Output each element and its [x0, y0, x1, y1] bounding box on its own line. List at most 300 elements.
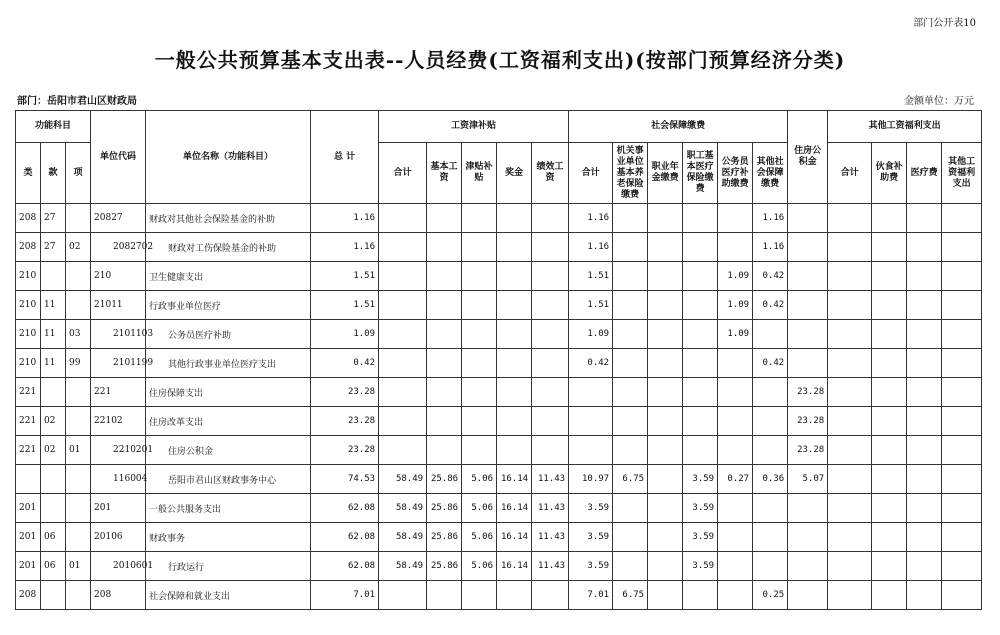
cell-social-sum: 1.16 [569, 233, 613, 262]
cell-basic-salary [427, 378, 462, 407]
cell-unit-code: 221 [91, 378, 146, 407]
table-row [16, 552, 982, 581]
cell-kuan [41, 494, 66, 523]
cell-other-social [753, 320, 788, 349]
cell-meal [872, 291, 907, 320]
cell-medical-fee [907, 349, 942, 378]
cell-civil-medical [718, 436, 753, 465]
cell-annuity [648, 465, 683, 494]
cell-lei: 201 [16, 523, 41, 552]
cell-meal [872, 233, 907, 262]
header-pension: 机关事业单位基本养老保险缴费 [613, 143, 648, 204]
cell-civil-medical: 0.27 [718, 465, 753, 494]
header-social-group: 社会保障缴费 [569, 111, 788, 143]
cell-annuity [648, 552, 683, 581]
cell-unit-name: 公务员医疗补助 [146, 320, 311, 349]
header-civil-medical: 公务员医疗补助缴费 [718, 143, 753, 204]
cell-pension: 6.75 [613, 465, 648, 494]
cell-housing: 23.28 [788, 378, 828, 407]
cell-total: 62.08 [311, 494, 379, 523]
cell-unit-name: 社会保障和就业支出 [146, 581, 311, 610]
cell-other-welfare [942, 436, 982, 465]
header-other-welfare: 其他工资福利支出 [942, 143, 982, 204]
cell-salary-sum [379, 320, 427, 349]
cell-kuan: 02 [41, 436, 66, 465]
cell-civil-medical [718, 552, 753, 581]
cell-medical [683, 204, 718, 233]
header-kuan: 款 [41, 143, 66, 204]
cell-pension [613, 552, 648, 581]
table-row [16, 436, 982, 465]
cell-kuan: 06 [41, 523, 66, 552]
cell-unit-code: 20106 [91, 523, 146, 552]
cell-salary-sum [379, 262, 427, 291]
header-medical-fee: 医疗费 [907, 143, 942, 204]
cell-social-sum: 1.51 [569, 262, 613, 291]
cell-salary-sum [379, 349, 427, 378]
cell-social-sum: 3.59 [569, 552, 613, 581]
cell-medical [683, 291, 718, 320]
cell-performance [532, 581, 569, 610]
cell-unit-code: 2101103 [91, 320, 146, 349]
cell-basic-salary [427, 349, 462, 378]
cell-meal [872, 523, 907, 552]
header-lei: 类 [16, 143, 41, 204]
cell-other-social: 0.25 [753, 581, 788, 610]
cell-unit-code: 2082702 [91, 233, 146, 262]
cell-salary-sum: 58.49 [379, 465, 427, 494]
cell-total: 1.16 [311, 233, 379, 262]
cell-civil-medical [718, 581, 753, 610]
cell-salary-sum: 58.49 [379, 552, 427, 581]
header-basic-salary: 基本工资 [427, 143, 462, 204]
cell-lei: 208 [16, 581, 41, 610]
cell-pension [613, 523, 648, 552]
cell-salary-sum [379, 581, 427, 610]
cell-social-sum: 1.16 [569, 204, 613, 233]
cell-performance [532, 291, 569, 320]
cell-bonus [497, 262, 532, 291]
cell-performance [532, 407, 569, 436]
cell-allowance [462, 204, 497, 233]
table-row [16, 407, 982, 436]
cell-lei: 210 [16, 349, 41, 378]
cell-performance: 11.43 [532, 552, 569, 581]
cell-performance: 11.43 [532, 494, 569, 523]
cell-other-social: 1.16 [753, 233, 788, 262]
cell-meal [872, 494, 907, 523]
cell-xiang [66, 407, 91, 436]
cell-lei: 210 [16, 291, 41, 320]
cell-bonus: 16.14 [497, 523, 532, 552]
cell-other-sum [828, 291, 872, 320]
cell-unit-name: 财政对其他社会保险基金的补助 [146, 204, 311, 233]
cell-basic-salary [427, 262, 462, 291]
cell-other-social: 0.42 [753, 262, 788, 291]
cell-other-sum [828, 436, 872, 465]
cell-annuity [648, 233, 683, 262]
cell-meal [872, 378, 907, 407]
cell-annuity [648, 204, 683, 233]
cell-unit-code: 2101199 [91, 349, 146, 378]
cell-allowance [462, 349, 497, 378]
cell-pension [613, 494, 648, 523]
cell-civil-medical [718, 204, 753, 233]
cell-total: 23.28 [311, 378, 379, 407]
table-row [16, 465, 982, 494]
cell-medical-fee [907, 378, 942, 407]
cell-xiang [66, 378, 91, 407]
cell-kuan: 06 [41, 552, 66, 581]
cell-pension [613, 378, 648, 407]
cell-other-sum [828, 378, 872, 407]
header-meal: 伙食补助费 [872, 143, 907, 204]
cell-medical-fee [907, 436, 942, 465]
cell-bonus [497, 407, 532, 436]
header-annuity: 职业年金缴费 [648, 143, 683, 204]
cell-performance [532, 436, 569, 465]
cell-annuity [648, 291, 683, 320]
header-allowance: 津贴补贴 [462, 143, 497, 204]
cell-medical-fee [907, 320, 942, 349]
table-row [16, 291, 982, 320]
cell-medical-fee [907, 291, 942, 320]
cell-housing [788, 552, 828, 581]
cell-other-welfare [942, 233, 982, 262]
cell-basic-salary [427, 436, 462, 465]
cell-medical [683, 378, 718, 407]
cell-allowance [462, 436, 497, 465]
cell-allowance [462, 262, 497, 291]
cell-annuity [648, 407, 683, 436]
header-housing: 住房公积金 [788, 111, 828, 204]
cell-meal [872, 407, 907, 436]
cell-social-sum: 3.59 [569, 494, 613, 523]
cell-medical-fee [907, 204, 942, 233]
cell-unit-name: 行政事业单位医疗 [146, 291, 311, 320]
cell-other-welfare [942, 291, 982, 320]
cell-xiang [66, 465, 91, 494]
cell-performance [532, 320, 569, 349]
cell-other-social [753, 407, 788, 436]
header-medical: 职工基本医疗保险缴费 [683, 143, 718, 204]
cell-lei: 208 [16, 233, 41, 262]
cell-kuan [41, 378, 66, 407]
cell-other-social: 0.36 [753, 465, 788, 494]
cell-lei: 221 [16, 436, 41, 465]
cell-allowance [462, 320, 497, 349]
cell-unit-name: 行政运行 [146, 552, 311, 581]
cell-meal [872, 349, 907, 378]
cell-total: 1.51 [311, 291, 379, 320]
cell-xiang [66, 581, 91, 610]
cell-unit-name: 住房改革支出 [146, 407, 311, 436]
cell-annuity [648, 378, 683, 407]
cell-other-welfare [942, 494, 982, 523]
cell-civil-medical: 1.09 [718, 262, 753, 291]
cell-other-social: 0.42 [753, 349, 788, 378]
cell-other-sum [828, 262, 872, 291]
cell-other-welfare [942, 552, 982, 581]
department-label: 部门：岳阳市君山区财政局 [17, 96, 137, 107]
cell-other-sum [828, 494, 872, 523]
header-performance: 绩效工资 [532, 143, 569, 204]
cell-other-welfare [942, 465, 982, 494]
cell-housing [788, 291, 828, 320]
cell-civil-medical [718, 523, 753, 552]
cell-allowance [462, 233, 497, 262]
cell-housing [788, 204, 828, 233]
cell-bonus: 16.14 [497, 465, 532, 494]
cell-xiang: 03 [66, 320, 91, 349]
cell-performance: 11.43 [532, 465, 569, 494]
cell-performance: 11.43 [532, 523, 569, 552]
cell-housing [788, 349, 828, 378]
cell-salary-sum: 58.49 [379, 523, 427, 552]
cell-bonus [497, 378, 532, 407]
cell-social-sum: 7.01 [569, 581, 613, 610]
cell-performance [532, 349, 569, 378]
cell-xiang: 01 [66, 436, 91, 465]
cell-medical-fee [907, 523, 942, 552]
cell-meal [872, 262, 907, 291]
cell-unit-name: 岳阳市君山区财政事务中心 [146, 465, 311, 494]
cell-civil-medical [718, 378, 753, 407]
cell-other-welfare [942, 349, 982, 378]
cell-unit-code: 2010601 [91, 552, 146, 581]
cell-social-sum: 3.59 [569, 523, 613, 552]
cell-allowance [462, 378, 497, 407]
cell-other-social: 1.16 [753, 204, 788, 233]
cell-xiang [66, 494, 91, 523]
cell-performance [532, 378, 569, 407]
cell-basic-salary [427, 291, 462, 320]
cell-other-sum [828, 233, 872, 262]
cell-xiang [66, 291, 91, 320]
cell-kuan: 11 [41, 349, 66, 378]
cell-lei: 210 [16, 320, 41, 349]
cell-pension [613, 204, 648, 233]
cell-medical [683, 407, 718, 436]
cell-housing: 23.28 [788, 407, 828, 436]
cell-basic-salary [427, 320, 462, 349]
cell-meal [872, 320, 907, 349]
cell-xiang: 02 [66, 233, 91, 262]
cell-other-social [753, 436, 788, 465]
cell-allowance [462, 581, 497, 610]
cell-unit-code: 201 [91, 494, 146, 523]
cell-total: 1.09 [311, 320, 379, 349]
cell-medical-fee [907, 581, 942, 610]
cell-salary-sum [379, 378, 427, 407]
cell-annuity [648, 320, 683, 349]
table-row [16, 349, 982, 378]
cell-other-welfare [942, 378, 982, 407]
cell-kuan: 11 [41, 291, 66, 320]
header-salary-sum: 合计 [379, 143, 427, 204]
cell-medical: 3.59 [683, 465, 718, 494]
cell-unit-name: 其他行政事业单位医疗支出 [146, 349, 311, 378]
cell-unit-name: 财政事务 [146, 523, 311, 552]
cell-xiang [66, 523, 91, 552]
cell-social-sum [569, 378, 613, 407]
cell-kuan: 02 [41, 407, 66, 436]
cell-kuan [41, 262, 66, 291]
header-other-social: 其他社会保障缴费 [753, 143, 788, 204]
cell-annuity [648, 581, 683, 610]
cell-salary-sum [379, 233, 427, 262]
cell-allowance [462, 407, 497, 436]
header-other-sum: 合计 [828, 143, 872, 204]
cell-housing [788, 581, 828, 610]
cell-annuity [648, 349, 683, 378]
cell-pension [613, 436, 648, 465]
cell-allowance: 5.06 [462, 552, 497, 581]
cell-housing [788, 494, 828, 523]
cell-pension [613, 233, 648, 262]
cell-salary-sum [379, 291, 427, 320]
cell-unit-code: 116004 [91, 465, 146, 494]
cell-civil-medical [718, 349, 753, 378]
cell-bonus: 16.14 [497, 552, 532, 581]
header-func-subject: 功能科目 [16, 111, 91, 143]
cell-total: 23.28 [311, 407, 379, 436]
cell-civil-medical [718, 233, 753, 262]
cell-other-welfare [942, 204, 982, 233]
cell-xiang [66, 262, 91, 291]
cell-other-social: 0.42 [753, 291, 788, 320]
table-row [16, 262, 982, 291]
cell-unit-name: 财政对工伤保险基金的补助 [146, 233, 311, 262]
cell-housing [788, 523, 828, 552]
cell-other-welfare [942, 262, 982, 291]
cell-social-sum: 10.97 [569, 465, 613, 494]
cell-unit-name: 住房保障支出 [146, 378, 311, 407]
cell-medical: 3.59 [683, 552, 718, 581]
cell-bonus [497, 233, 532, 262]
cell-civil-medical: 1.09 [718, 320, 753, 349]
cell-annuity [648, 523, 683, 552]
cell-salary-sum [379, 204, 427, 233]
cell-other-sum [828, 204, 872, 233]
cell-total: 62.08 [311, 523, 379, 552]
cell-pension [613, 320, 648, 349]
cell-other-sum [828, 320, 872, 349]
cell-annuity [648, 494, 683, 523]
cell-other-social [753, 552, 788, 581]
cell-lei: 221 [16, 378, 41, 407]
cell-unit-name: 住房公积金 [146, 436, 311, 465]
cell-basic-salary [427, 581, 462, 610]
header-other-group: 其他工资福利支出 [828, 111, 982, 143]
cell-bonus [497, 320, 532, 349]
cell-medical-fee [907, 465, 942, 494]
cell-annuity [648, 436, 683, 465]
cell-unit-code: 20827 [91, 204, 146, 233]
cell-basic-salary [427, 407, 462, 436]
cell-unit-name: 卫生健康支出 [146, 262, 311, 291]
cell-medical [683, 233, 718, 262]
cell-housing [788, 233, 828, 262]
cell-meal [872, 465, 907, 494]
cell-basic-salary: 25.86 [427, 465, 462, 494]
cell-meal [872, 552, 907, 581]
cell-medical [683, 349, 718, 378]
cell-unit-code: 21011 [91, 291, 146, 320]
cell-performance [532, 262, 569, 291]
cell-total: 74.53 [311, 465, 379, 494]
header-xiang: 项 [66, 143, 91, 204]
cell-pension [613, 349, 648, 378]
cell-housing [788, 262, 828, 291]
cell-unit-code: 210 [91, 262, 146, 291]
cell-lei: 221 [16, 407, 41, 436]
cell-other-social [753, 494, 788, 523]
cell-medical: 3.59 [683, 494, 718, 523]
header-social-sum: 合计 [569, 143, 613, 204]
table-row [16, 581, 982, 610]
cell-bonus [497, 436, 532, 465]
cell-kuan [41, 581, 66, 610]
cell-housing [788, 320, 828, 349]
cell-xiang: 01 [66, 552, 91, 581]
cell-medical [683, 262, 718, 291]
cell-other-sum [828, 552, 872, 581]
cell-lei: 210 [16, 262, 41, 291]
cell-allowance: 5.06 [462, 494, 497, 523]
cell-total: 1.51 [311, 262, 379, 291]
cell-civil-medical [718, 494, 753, 523]
cell-bonus [497, 581, 532, 610]
cell-social-sum: 1.09 [569, 320, 613, 349]
table-row [16, 233, 982, 262]
cell-social-sum [569, 436, 613, 465]
table-row [16, 320, 982, 349]
cell-other-sum [828, 465, 872, 494]
cell-medical-fee [907, 407, 942, 436]
table-row [16, 494, 982, 523]
cell-total: 23.28 [311, 436, 379, 465]
cell-performance [532, 233, 569, 262]
cell-lei: 201 [16, 494, 41, 523]
cell-other-welfare [942, 581, 982, 610]
cell-bonus [497, 291, 532, 320]
cell-pension [613, 291, 648, 320]
cell-xiang [66, 204, 91, 233]
table-body [16, 204, 982, 610]
cell-total: 0.42 [311, 349, 379, 378]
cell-kuan [41, 465, 66, 494]
cell-basic-salary: 25.86 [427, 552, 462, 581]
cell-pension [613, 262, 648, 291]
cell-salary-sum: 58.49 [379, 494, 427, 523]
table-number-label: 部门公开表10 [913, 18, 976, 29]
cell-pension: 6.75 [613, 581, 648, 610]
cell-salary-sum [379, 407, 427, 436]
cell-kuan: 11 [41, 320, 66, 349]
cell-medical-fee [907, 262, 942, 291]
cell-xiang: 99 [66, 349, 91, 378]
cell-allowance [462, 291, 497, 320]
budget-table [15, 110, 982, 610]
cell-medical-fee [907, 494, 942, 523]
cell-total: 1.16 [311, 204, 379, 233]
cell-meal [872, 204, 907, 233]
cell-meal [872, 436, 907, 465]
cell-social-sum: 0.42 [569, 349, 613, 378]
cell-allowance: 5.06 [462, 465, 497, 494]
cell-medical [683, 320, 718, 349]
